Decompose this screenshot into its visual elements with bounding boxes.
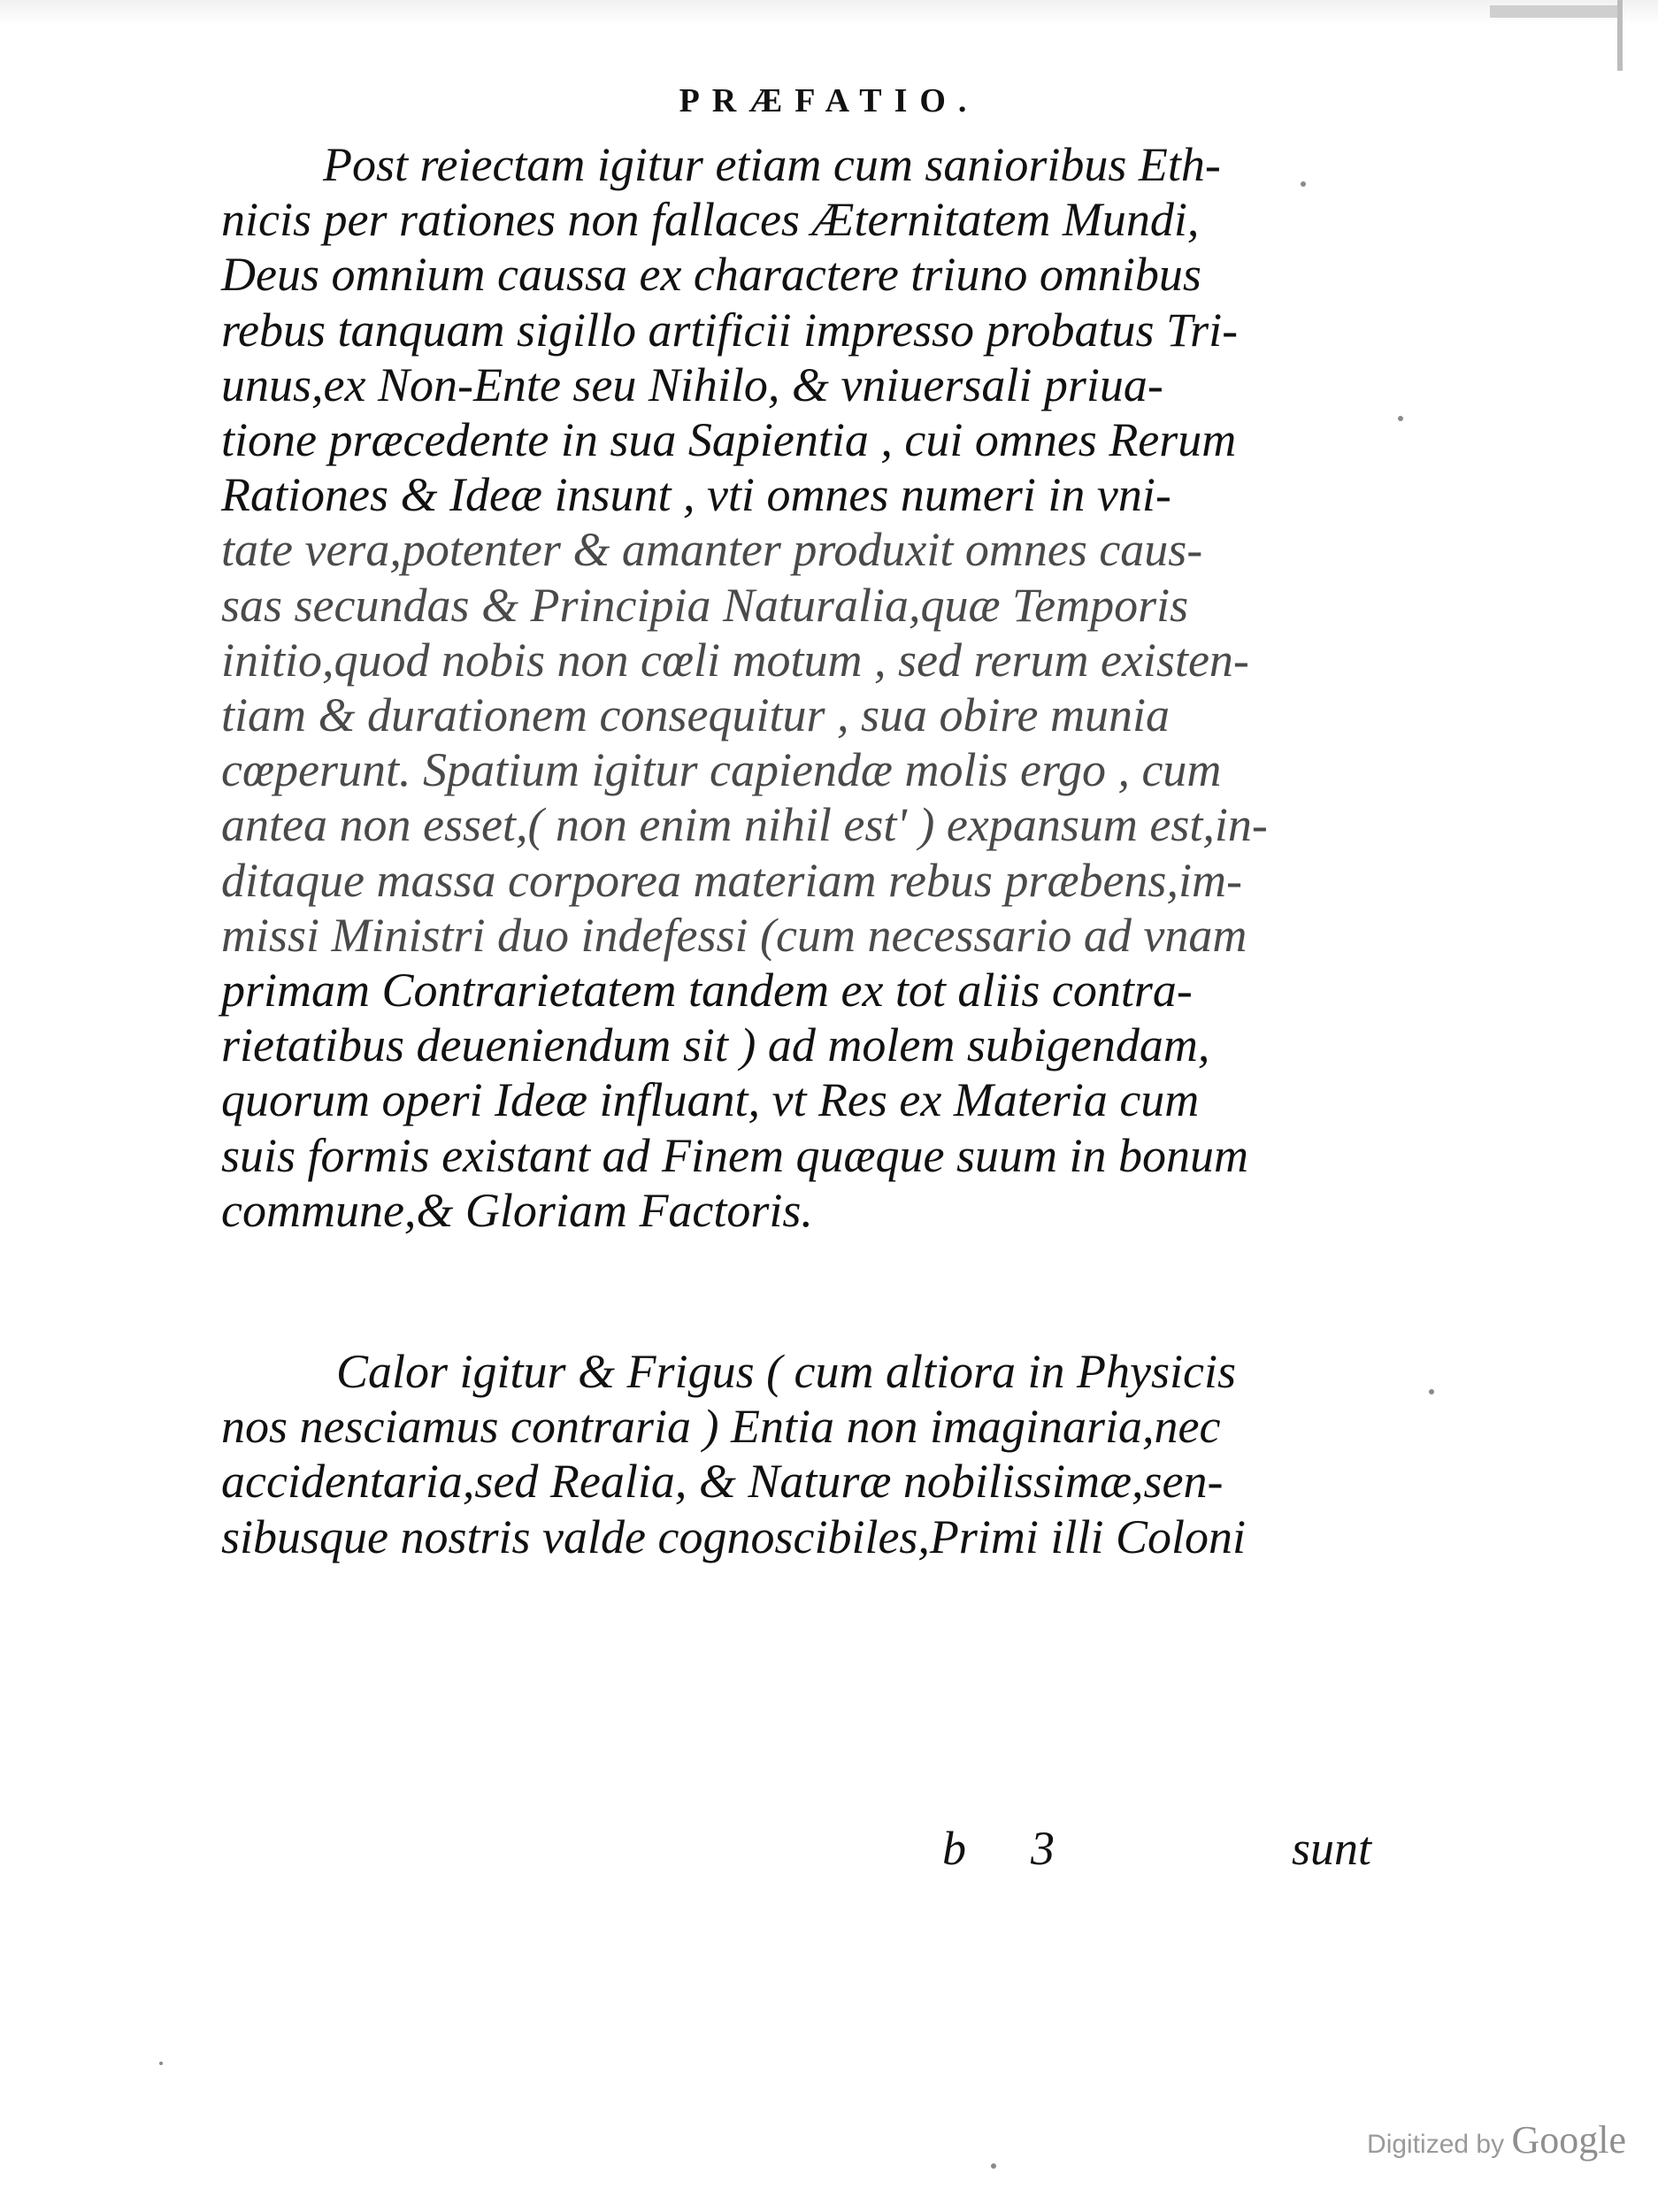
text-line: commune,& Gloriam Factoris. [221, 1183, 813, 1237]
running-head: PRÆFATIO. [679, 82, 979, 119]
body-text [221, 137, 1371, 1564]
paragraph-1 [221, 137, 1371, 1238]
text-line: Calor igitur & Frigus ( cum altiora in Physicis [336, 1345, 1237, 1399]
text-line: suis formis existant ad Finem quæque suum in bonum [221, 1128, 1248, 1182]
page-edge-shadow [1617, 0, 1623, 71]
paragraph-gap [221, 1238, 1371, 1344]
text-line: sas secundas & Principia Naturalia,quæ Temporis [221, 578, 1189, 632]
signature-number: 3 [1031, 1822, 1055, 1875]
text-line: cœperunt. Spatium igitur capiendæ molis ergo , cum [221, 743, 1222, 797]
scan-top-edge [0, 0, 1658, 25]
text-line: sibusque nostris valde cognoscibiles,Primi illi Coloni [221, 1509, 1246, 1563]
watermark-brand: Google [1511, 2118, 1626, 2162]
text-line: accidentaria,sed Realia, & Naturæ nobilissimæ,sen- [221, 1455, 1224, 1509]
text-line: nos nesciamus contraria ) Entia non imaginaria,nec [221, 1400, 1221, 1454]
text-line: tione præcedente in sua Sapientia , cui omnes Rerum [221, 413, 1237, 467]
text-line: primam Contrarietatem tandem ex tot aliis contra- [221, 964, 1193, 1018]
text-line: quorum operi Ideæ influant, vt Res ex Materia cum [221, 1073, 1200, 1127]
text-line: Rationes & Ideæ insunt , vti omnes numeri in vni- [221, 468, 1171, 522]
text-line: tiam & durationem consequitur , sua obire munia [221, 688, 1170, 742]
text-line: Deus omnium caussa ex charactere triuno omnibus [221, 248, 1201, 302]
text-line: ditaque massa corporea materiam rebus præbens,im- [221, 853, 1242, 907]
ink-speck [991, 2163, 996, 2169]
ink-speck [159, 2062, 163, 2065]
text-line: tate vera,potenter & amanter produxit omnes caus- [221, 523, 1203, 577]
ink-speck [1429, 1389, 1434, 1394]
text-line: unus,ex Non-Ente seu Nihilo, & vniuersali priua- [221, 357, 1163, 411]
text-line: rebus tanquam sigillo artificii impresso probatus Tri- [221, 303, 1239, 357]
ink-speck [1398, 416, 1403, 421]
digitized-watermark [1367, 2117, 1626, 2162]
text-line: antea non esset,( non enim nihil est' ) expansum est,in- [221, 798, 1268, 852]
ink-speck [1301, 181, 1306, 187]
direction-line [221, 1821, 1371, 1874]
paragraph-2 [221, 1344, 1371, 1564]
watermark-prefix: Digitized by [1367, 2130, 1505, 2159]
text-line: missi Ministri duo indefessi (cum necessario ad vnam [221, 908, 1247, 962]
scan-artifact [1490, 5, 1623, 18]
catchword: sunt [1291, 1822, 1371, 1875]
signature-mark: b [942, 1822, 966, 1875]
text-line: Post reiectam igitur etiam cum sanioribus Eth- [323, 138, 1221, 191]
text-line: nicis per rationes non fallaces Æternitatem Mundi, [221, 193, 1200, 247]
text-line: initio,quod nobis non cœli motum , sed rerum existen- [221, 633, 1249, 687]
text-line: rietatibus deueniendum sit ) ad molem subigendam, [221, 1018, 1210, 1072]
